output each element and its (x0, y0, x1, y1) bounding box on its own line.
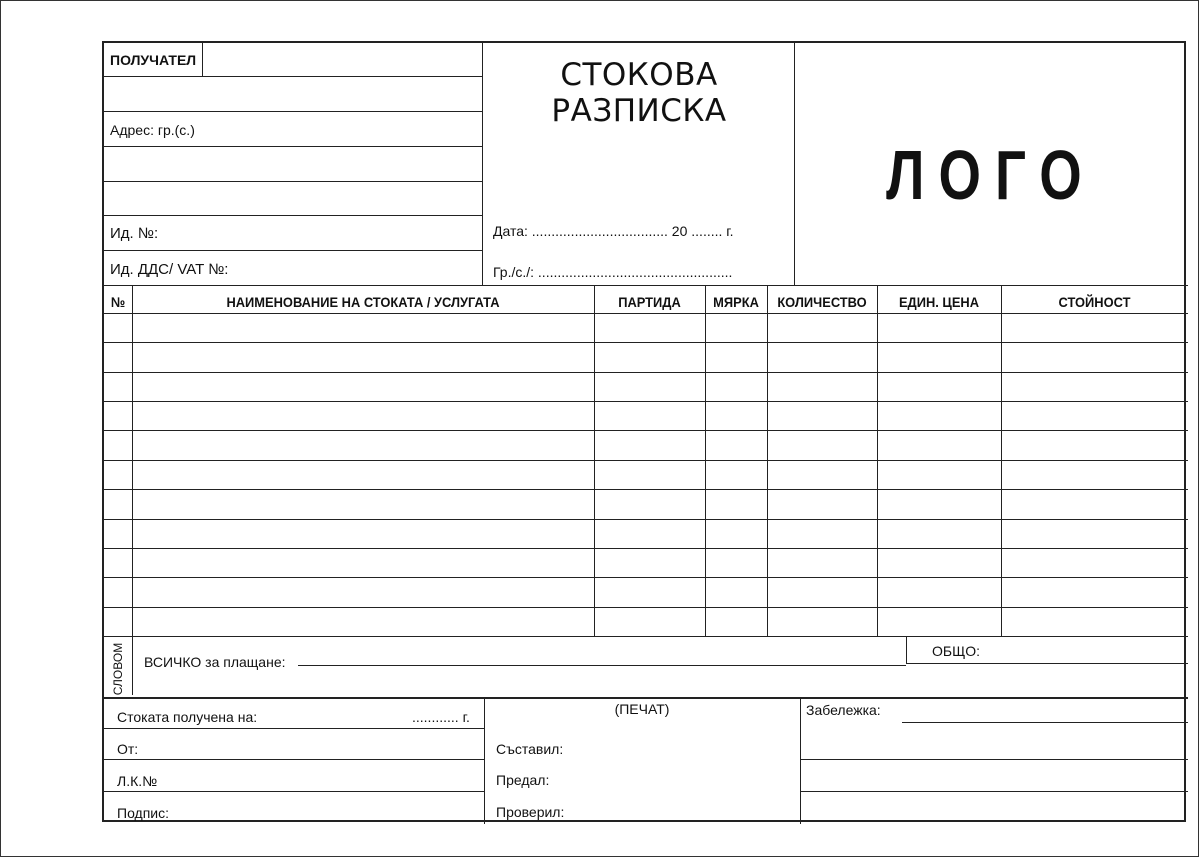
total-payable-label: ВСИЧКО за плащане: (144, 654, 286, 670)
recipient-label: ПОЛУЧАТЕЛ (110, 52, 197, 68)
table-row (104, 430, 1188, 431)
address-label: Адрес: гр.(с.) (110, 122, 195, 138)
table-row (104, 489, 1188, 490)
id-number-label: Ид. №: (110, 225, 159, 242)
recipient-line-2 (104, 111, 482, 112)
header-quantity: КОЛИЧЕСТВО (777, 294, 867, 310)
header-unit-price: ЕДИН. ЦЕНА (898, 294, 980, 310)
header-batch: ПАРТИДА (618, 294, 681, 310)
table-row (104, 342, 1188, 343)
in-words-label (104, 639, 132, 699)
recipient-line-6 (104, 250, 482, 251)
bottom-divider-right (800, 697, 801, 824)
vat-number-label: Ид. ДДС/ VAT №: (110, 261, 229, 278)
header-unit: МЯРКА (713, 294, 759, 310)
goods-receipt-form (102, 41, 1186, 822)
bottom-right-line-1 (800, 759, 1188, 760)
date-line: Дата: ................................... 20 ........ г. (493, 223, 734, 239)
table-row (104, 519, 1188, 520)
recipient-line-3 (104, 146, 482, 147)
bottom-left-line-2 (104, 759, 484, 760)
header-item-name: НАИМЕНОВАНИЕ НА СТОКАТА / УСЛУГАТА (226, 294, 500, 310)
table-row (104, 607, 1188, 608)
compiled-by-label: Съставил: (496, 741, 564, 757)
totals-bottom-line (104, 697, 1188, 699)
received-date: ............ г. (412, 709, 470, 725)
bottom-right-line-2 (800, 791, 1188, 792)
table-row (104, 401, 1188, 402)
header-number: № (110, 294, 126, 310)
stamp-label: (ПЕЧАТ) (614, 701, 670, 717)
table-row (104, 372, 1188, 373)
recipient-line-5 (104, 215, 482, 216)
header-bottom-line (104, 313, 1188, 314)
from-label: От: (117, 741, 139, 757)
document-title-line1: СТОКОВА (560, 57, 718, 93)
total-label: ОБЩО: (932, 643, 980, 659)
bottom-left-line-3 (104, 791, 484, 792)
recipient-line-1 (104, 76, 482, 77)
header-divider-left (482, 43, 483, 285)
header-value: СТОЙНОСТ (1058, 294, 1131, 310)
checked-by-label: Проверил: (496, 804, 565, 820)
handed-by-label: Предал: (496, 772, 550, 788)
logo-placeholder: ЛОГО (886, 136, 1096, 214)
table-row (104, 577, 1188, 578)
recipient-line-4 (104, 181, 482, 182)
bottom-left-line-1 (104, 728, 484, 729)
total-payable-line (298, 665, 906, 666)
received-label: Стоката получена на: (117, 709, 258, 725)
document-title-line2: РАЗПИСКА (551, 93, 727, 129)
note-line (902, 722, 1188, 723)
signature-label: Подпис: (117, 805, 170, 821)
in-words-text: СЛОВОМ (111, 642, 125, 696)
header-divider-right (794, 43, 795, 285)
id-card-label: Л.К.№ (117, 773, 158, 789)
note-label: Забележка: (806, 702, 881, 718)
table-row (104, 460, 1188, 461)
table-top-line (104, 285, 1188, 286)
table-row (104, 548, 1188, 549)
recipient-label-divider (202, 43, 203, 77)
city-line: Гр./с./: .................................................. (493, 264, 733, 280)
